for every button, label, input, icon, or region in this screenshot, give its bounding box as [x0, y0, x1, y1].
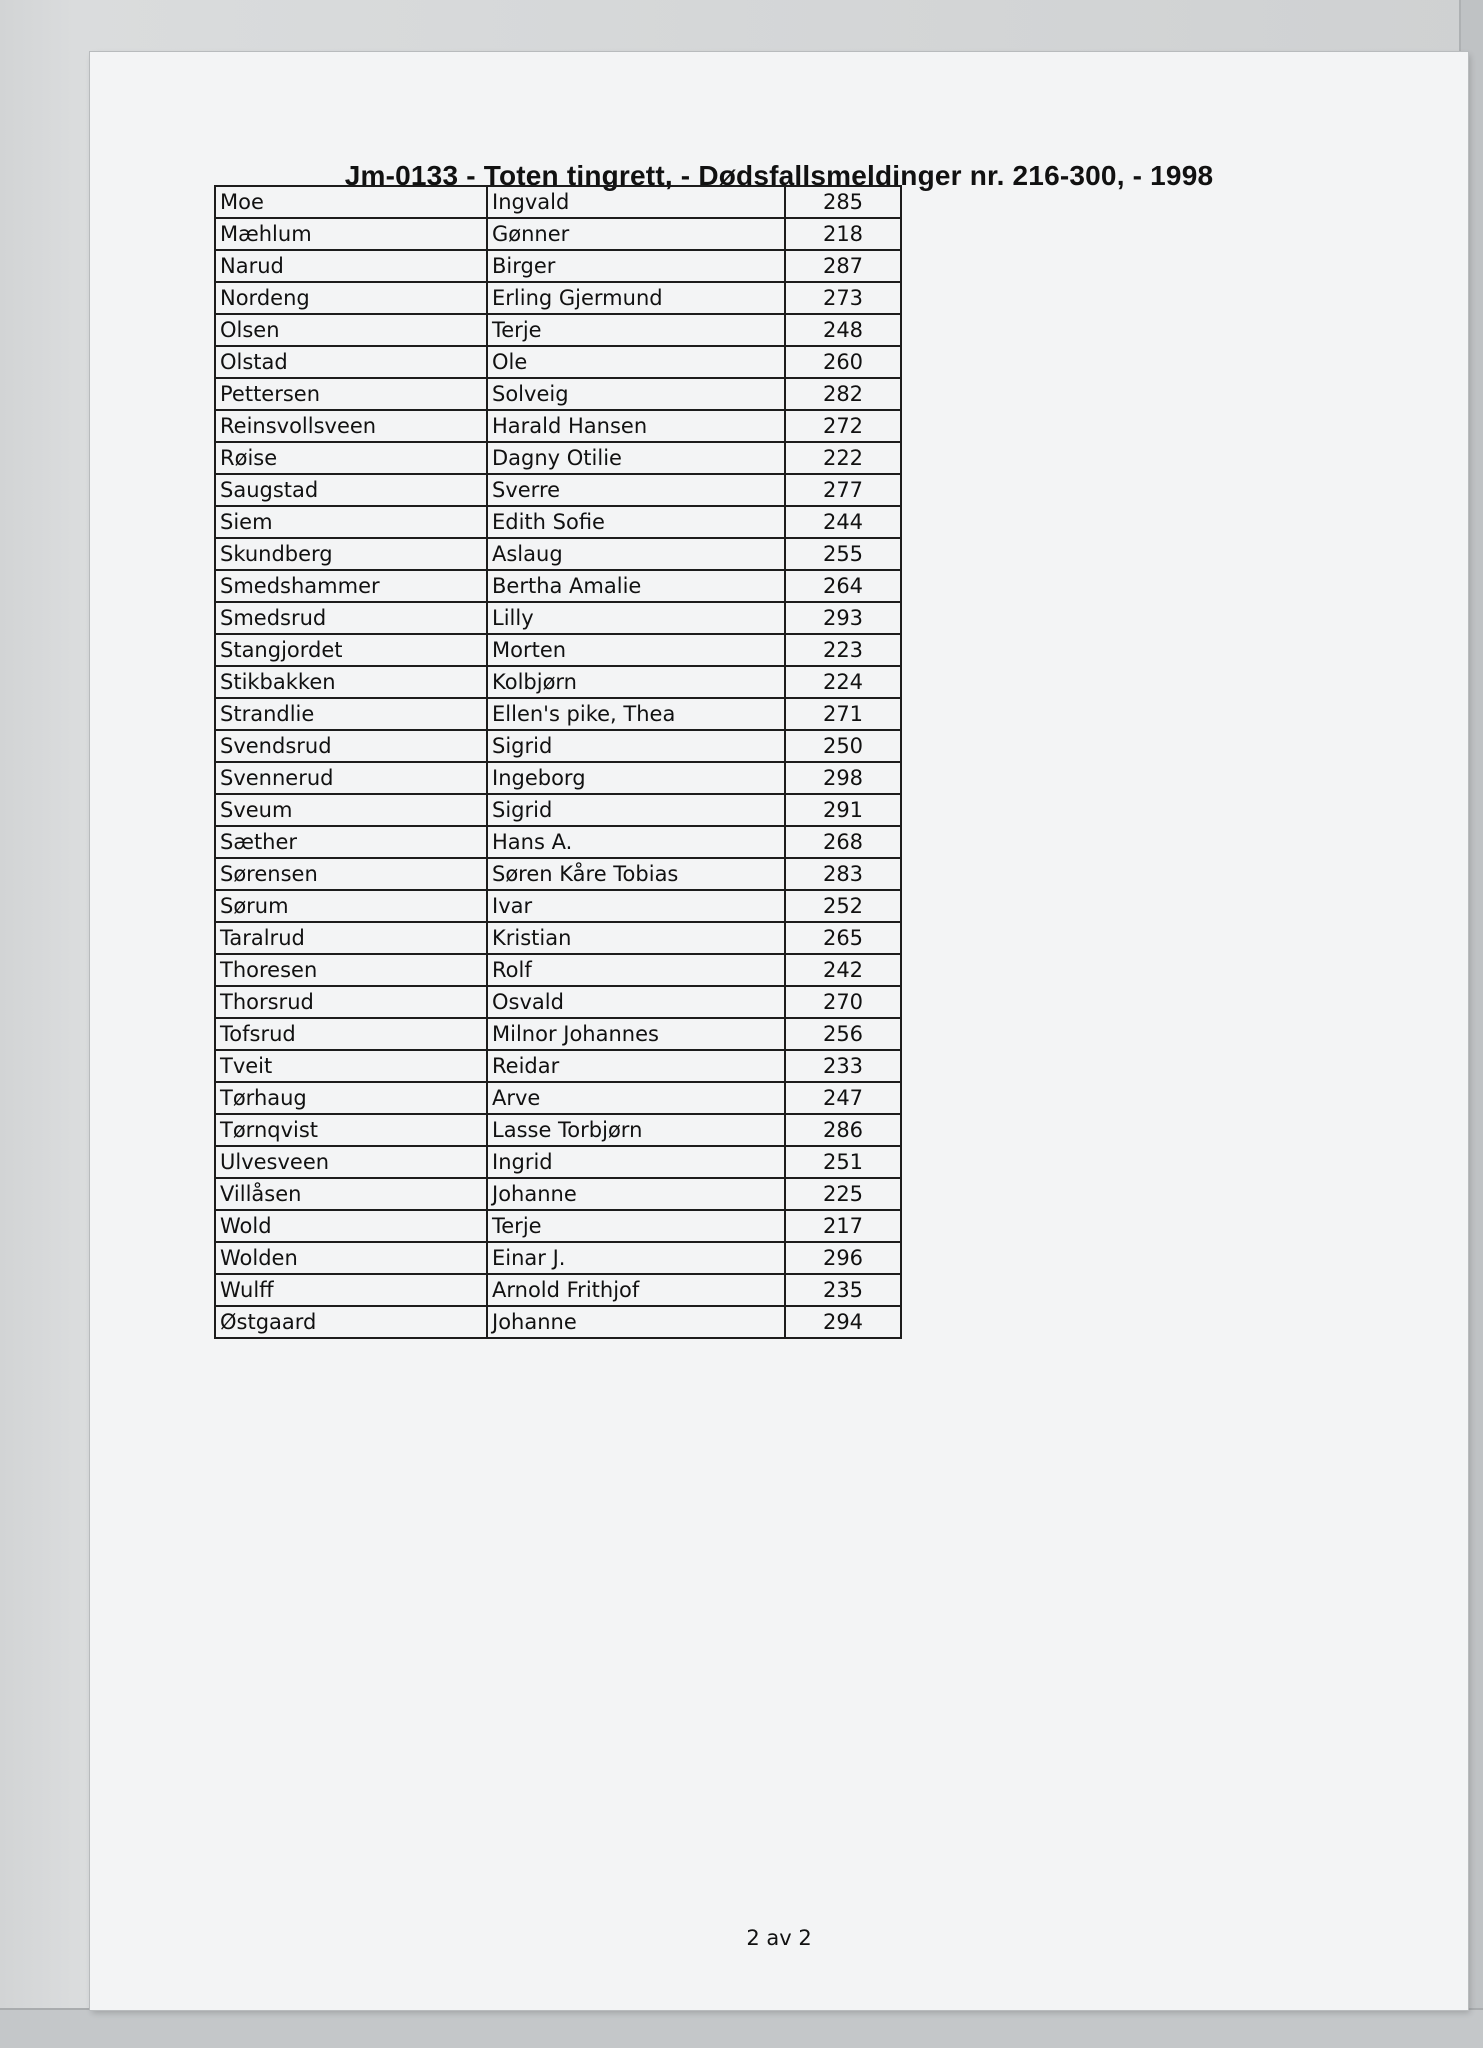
table-row	[215, 1210, 901, 1242]
given-name-cell: Arnold Frithjof	[487, 1274, 785, 1306]
table-row	[215, 634, 901, 666]
table-row	[215, 1306, 901, 1338]
given-name-cell: Søren Kåre Tobias	[487, 858, 785, 890]
surname-cell: Saugstad	[215, 474, 487, 506]
surname-cell: Villåsen	[215, 1178, 487, 1210]
given-name-cell: Lilly	[487, 602, 785, 634]
given-name-cell: Terje	[487, 1210, 785, 1242]
table-row	[215, 570, 901, 602]
notice-number-cell: 271	[785, 698, 901, 730]
notice-number-cell: 218	[785, 218, 901, 250]
surname-cell: Ulvesveen	[215, 1146, 487, 1178]
notice-number-cell: 296	[785, 1242, 901, 1274]
given-name-cell: Johanne	[487, 1178, 785, 1210]
surname-cell: Nordeng	[215, 282, 487, 314]
surname-cell: Narud	[215, 250, 487, 282]
document-title: Jm-0133 - Toten tingrett, - Dødsfallsmeldinger nr. 216-300, - 1998	[344, 160, 1214, 191]
given-name-cell: Gønner	[487, 218, 785, 250]
table-row	[215, 474, 901, 506]
given-name-cell: Morten	[487, 634, 785, 666]
given-name-cell: Einar J.	[487, 1242, 785, 1274]
surname-cell: Smedshammer	[215, 570, 487, 602]
given-name-cell: Reidar	[487, 1050, 785, 1082]
table-row	[215, 1050, 901, 1082]
given-name-cell: Kolbjørn	[487, 666, 785, 698]
given-name-cell: Lasse Torbjørn	[487, 1114, 785, 1146]
table-body	[215, 186, 901, 1338]
notice-number-cell: 272	[785, 410, 901, 442]
notice-number-cell: 256	[785, 1018, 901, 1050]
given-name-cell: Harald Hansen	[487, 410, 785, 442]
notice-number-cell: 273	[785, 282, 901, 314]
surname-cell: Tørnqvist	[215, 1114, 487, 1146]
surname-cell: Wolden	[215, 1242, 487, 1274]
notice-number-cell: 264	[785, 570, 901, 602]
surname-cell: Stangjordet	[215, 634, 487, 666]
notice-number-cell: 250	[785, 730, 901, 762]
given-name-cell: Ivar	[487, 890, 785, 922]
surname-cell: Stikbakken	[215, 666, 487, 698]
surname-cell: Svendsrud	[215, 730, 487, 762]
table-row	[215, 922, 901, 954]
death-notice-index-table	[214, 185, 902, 1339]
notice-number-cell: 277	[785, 474, 901, 506]
notice-number-cell: 251	[785, 1146, 901, 1178]
given-name-cell: Erling Gjermund	[487, 282, 785, 314]
table-row	[215, 282, 901, 314]
table-row	[215, 794, 901, 826]
surname-cell: Moe	[215, 186, 487, 218]
surname-cell: Reinsvollsveen	[215, 410, 487, 442]
table-row	[215, 1146, 901, 1178]
table-row	[215, 1178, 901, 1210]
table-row	[215, 762, 901, 794]
notice-number-cell: 298	[785, 762, 901, 794]
surname-cell: Thoresen	[215, 954, 487, 986]
notice-number-cell: 255	[785, 538, 901, 570]
notice-number-cell: 223	[785, 634, 901, 666]
surname-cell: Tveit	[215, 1050, 487, 1082]
notice-number-cell: 247	[785, 1082, 901, 1114]
notice-number-cell: 286	[785, 1114, 901, 1146]
notice-number-cell: 291	[785, 794, 901, 826]
surname-cell: Pettersen	[215, 378, 487, 410]
given-name-cell: Rolf	[487, 954, 785, 986]
surname-cell: Sveum	[215, 794, 487, 826]
surname-cell: Sæther	[215, 826, 487, 858]
given-name-cell: Solveig	[487, 378, 785, 410]
table-row	[215, 250, 901, 282]
surname-cell: Siem	[215, 506, 487, 538]
given-name-cell: Hans A.	[487, 826, 785, 858]
given-name-cell: Ole	[487, 346, 785, 378]
surname-cell: Mæhlum	[215, 218, 487, 250]
notice-number-cell: 285	[785, 186, 901, 218]
given-name-cell: Terje	[487, 314, 785, 346]
notice-number-cell: 222	[785, 442, 901, 474]
table-row	[215, 730, 901, 762]
scanner-edge-bottom	[0, 2008, 1483, 2048]
table-row	[215, 378, 901, 410]
document-page	[90, 52, 1468, 2010]
table-row	[215, 698, 901, 730]
given-name-cell: Ingrid	[487, 1146, 785, 1178]
table-row	[215, 314, 901, 346]
table-row	[215, 1018, 901, 1050]
notice-number-cell: 233	[785, 1050, 901, 1082]
surname-cell: Taralrud	[215, 922, 487, 954]
table-row	[215, 826, 901, 858]
given-name-cell: Edith Sofie	[487, 506, 785, 538]
notice-number-cell: 252	[785, 890, 901, 922]
given-name-cell: Sigrid	[487, 730, 785, 762]
notice-number-cell: 224	[785, 666, 901, 698]
surname-cell: Svennerud	[215, 762, 487, 794]
table-row	[215, 346, 901, 378]
table-row	[215, 442, 901, 474]
notice-number-cell: 265	[785, 922, 901, 954]
table-row	[215, 858, 901, 890]
given-name-cell: Milnor Johannes	[487, 1018, 785, 1050]
notice-number-cell: 282	[785, 378, 901, 410]
surname-cell: Olsen	[215, 314, 487, 346]
given-name-cell: Ingvald	[487, 186, 785, 218]
notice-number-cell: 294	[785, 1306, 901, 1338]
notice-number-cell: 293	[785, 602, 901, 634]
given-name-cell: Arve	[487, 1082, 785, 1114]
notice-number-cell: 287	[785, 250, 901, 282]
table-row	[215, 538, 901, 570]
given-name-cell: Ellen's pike, Thea	[487, 698, 785, 730]
surname-cell: Thorsrud	[215, 986, 487, 1018]
surname-cell: Tofsrud	[215, 1018, 487, 1050]
notice-number-cell: 270	[785, 986, 901, 1018]
surname-cell: Tørhaug	[215, 1082, 487, 1114]
notice-number-cell: 260	[785, 346, 901, 378]
table-row	[215, 954, 901, 986]
surname-cell: Wulff	[215, 1274, 487, 1306]
table-row	[215, 1242, 901, 1274]
table-row	[215, 986, 901, 1018]
given-name-cell: Sigrid	[487, 794, 785, 826]
given-name-cell: Bertha Amalie	[487, 570, 785, 602]
table-row	[215, 1274, 901, 1306]
given-name-cell: Osvald	[487, 986, 785, 1018]
given-name-cell: Kristian	[487, 922, 785, 954]
surname-cell: Sørum	[215, 890, 487, 922]
surname-cell: Sørensen	[215, 858, 487, 890]
table-row	[215, 602, 901, 634]
given-name-cell: Birger	[487, 250, 785, 282]
table-row	[215, 186, 901, 218]
notice-number-cell: 283	[785, 858, 901, 890]
table-row	[215, 890, 901, 922]
given-name-cell: Dagny Otilie	[487, 442, 785, 474]
given-name-cell: Aslaug	[487, 538, 785, 570]
given-name-cell: Sverre	[487, 474, 785, 506]
notice-number-cell: 242	[785, 954, 901, 986]
notice-number-cell: 244	[785, 506, 901, 538]
surname-cell: Østgaard	[215, 1306, 487, 1338]
given-name-cell: Johanne	[487, 1306, 785, 1338]
table-row	[215, 506, 901, 538]
surname-cell: Wold	[215, 1210, 487, 1242]
surname-cell: Skundberg	[215, 538, 487, 570]
notice-number-cell: 235	[785, 1274, 901, 1306]
table-row	[215, 410, 901, 442]
notice-number-cell: 225	[785, 1178, 901, 1210]
table-row	[215, 1082, 901, 1114]
table-row	[215, 218, 901, 250]
notice-number-cell: 248	[785, 314, 901, 346]
surname-cell: Smedsrud	[215, 602, 487, 634]
notice-number-cell: 217	[785, 1210, 901, 1242]
page-number: 2 av 2	[746, 1926, 812, 1950]
notice-number-cell: 268	[785, 826, 901, 858]
table-row	[215, 1114, 901, 1146]
given-name-cell: Ingeborg	[487, 762, 785, 794]
table-row	[215, 666, 901, 698]
surname-cell: Røise	[215, 442, 487, 474]
surname-cell: Olstad	[215, 346, 487, 378]
surname-cell: Strandlie	[215, 698, 487, 730]
